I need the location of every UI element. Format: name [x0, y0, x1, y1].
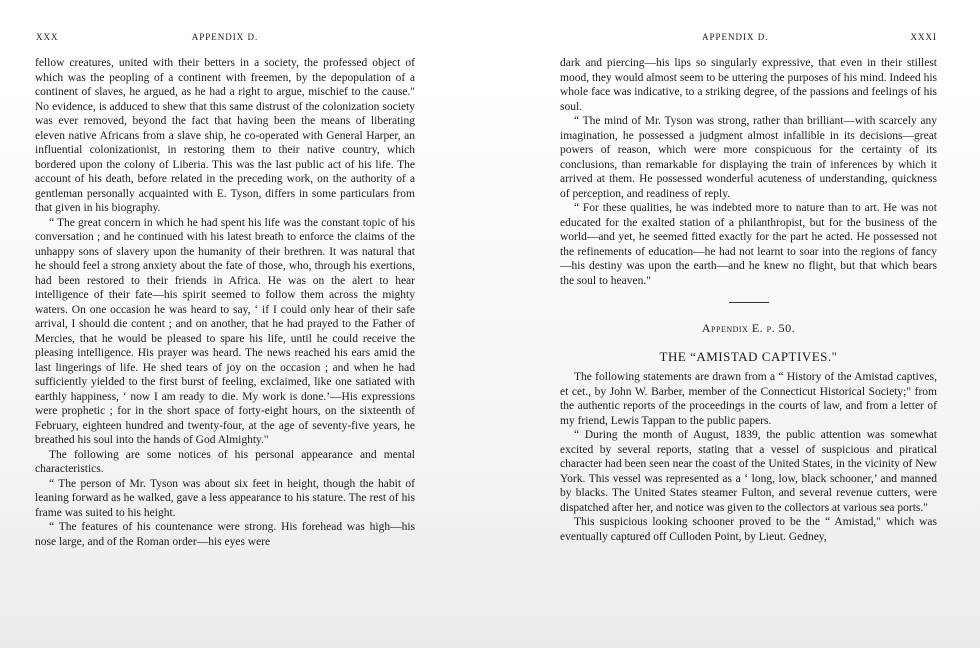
right-page	[490, 0, 980, 648]
right-page-text	[560, 56, 937, 544]
left-running-title: APPENDIX D.	[191, 32, 259, 42]
appendix-heading-text: Appendix E. p. 50.	[701, 321, 796, 335]
right-running-title: APPENDIX D.	[702, 32, 769, 42]
appendix-heading	[560, 321, 937, 336]
paragraph: “ The person of Mr. Tyson was about six feet in height, though the habit of leaning forward as he walked, gave a less appearance to his stature. The rest of his frame was suited to his height.	[35, 477, 415, 519]
paragraph: dark and piercing—his lips so singularly expressive, that even in their stillest mood, they would almost seem to be uttering the purposes of his mind. Indeed his whole face was indicative, to a striking degree, of the passions and feelings of his soul.	[560, 57, 937, 113]
paragraph: “ The features of his countenance were strong. His forehead was high—his nose large, and of the Roman order—his eyes were	[35, 521, 415, 548]
paragraph: “ The mind of Mr. Tyson was strong, rather than brilliant—with scarcely any imagination, he possessed a judgment almost infallible in its decisions—great powers of reason, which were more conspicuous for the certainty of its conclusions, than remarkable for displaying the train of inferences by which it arrived at them. He possessed wonderful acuteness of understanding, quickness of perception, and readiness of reply.	[560, 115, 937, 200]
paragraph: “ During the month of August, 1839, the public attention was somewhat excited by several reports, stating that a vessel of suspicious and piratical character had been seen near the coast of the United States, in the vicinity of New York. This vessel was represented as a ‘ long, low, black schooner,’ and manned by blacks. The United States steamer Fulton, and several revenue cutters, were dispatched after her, and notice was given to the collectors at various sea ports."	[560, 429, 937, 514]
left-page-text	[35, 56, 415, 549]
section-title: THE “AMISTAD CAPTIVES."	[659, 348, 838, 364]
left-page-number: XXX	[36, 32, 59, 42]
right-running-header	[702, 32, 937, 44]
paragraph: The following statements are drawn from a “ History of the Amistad captives, et cet., by John W. Barber, member of the Connecticut Historical Society;" from the authentic reports of the proceedings in the courts of law, and from a letter of my friend, Lewis Tappan to the public papers.	[560, 371, 937, 427]
paragraph: fellow creatures, united with their betters in a society, the professed object of which was the peopling of a continent with freemen, by the depopulation of a continent of slaves, he argued, as he had a right to argue, mischief to the cause." No evidence, is adduced to shew that this same distrust of the colonization society was ever removed, beyond the fact that having been the means of liberating eleven native Africans from a slave ship, he co-operated with General Harper, an influential colonizationist, in restoring them to their native country, which bordered upon the colony of Liberia. This was the last public act of his life. The account of his death, before related in the preceding work, on the authority of a gentleman personally acquainted with E. Tyson, differs in some particulars from that given in his biography.	[35, 57, 415, 214]
right-page-number: XXXI	[910, 32, 937, 42]
paragraph: “ The great concern in which he had spent his life was the constant topic of his conversation ; and he continued with his latest breath to enforce the claims of the unhappy sons of slavery upon the humanity of their brethren. It was natural that he should feel a strong anxiety about the fate of those, who, through his exertions, had been restored to their friends in Africa. He was on the alert to hear intelligence of their fate—his spirit seemed to follow them across the mighty waters. On one occasion he was heard to say, ‘ if I could only hear of their safe arrival, I should die content ; and on another, that he had prayed to the Father of Mercies, that he would be pleased to spare his life, until he could receive the pleasing intelligence. His prayer was heard. The news reached his ears amid the last lingerings of life. He shed tears of joy on the occasion ; and when he had sufficiently yielded to the first burst of feeling, exclaimed, like one satiated with earthly happiness, ‘ now I am ready to die. My work is done.’—His expressions were prophetic ; for in the short space of forty-eight hours, on the sixteenth of February, eighteen hundred and twenty-four, at the age of seventy-five years, he breathed his soul into the hands of God Almighty."	[35, 216, 415, 446]
paragraph: “ For these qualities, he was indebted more to nature than to art. He was not educated for the exalted station of a philanthropist, but for the business of the world—and yet, he seemed fitted exactly for the part he acted. He possessed not the refinements of education—he had not learnt to soar into the regions of fancy—his destiny was upon the earth—and he knew no flight, but that which bears the soul to heaven."	[560, 202, 937, 287]
paragraph: This suspicious looking schooner proved to be the “ Amistad," which was eventually captured off Culloden Point, by Lieut. Gedney,	[560, 516, 937, 543]
section-divider	[729, 302, 769, 303]
left-running-header	[36, 32, 414, 44]
paragraph: The following are some notices of his personal appearance and mental characteristics.	[35, 448, 415, 475]
